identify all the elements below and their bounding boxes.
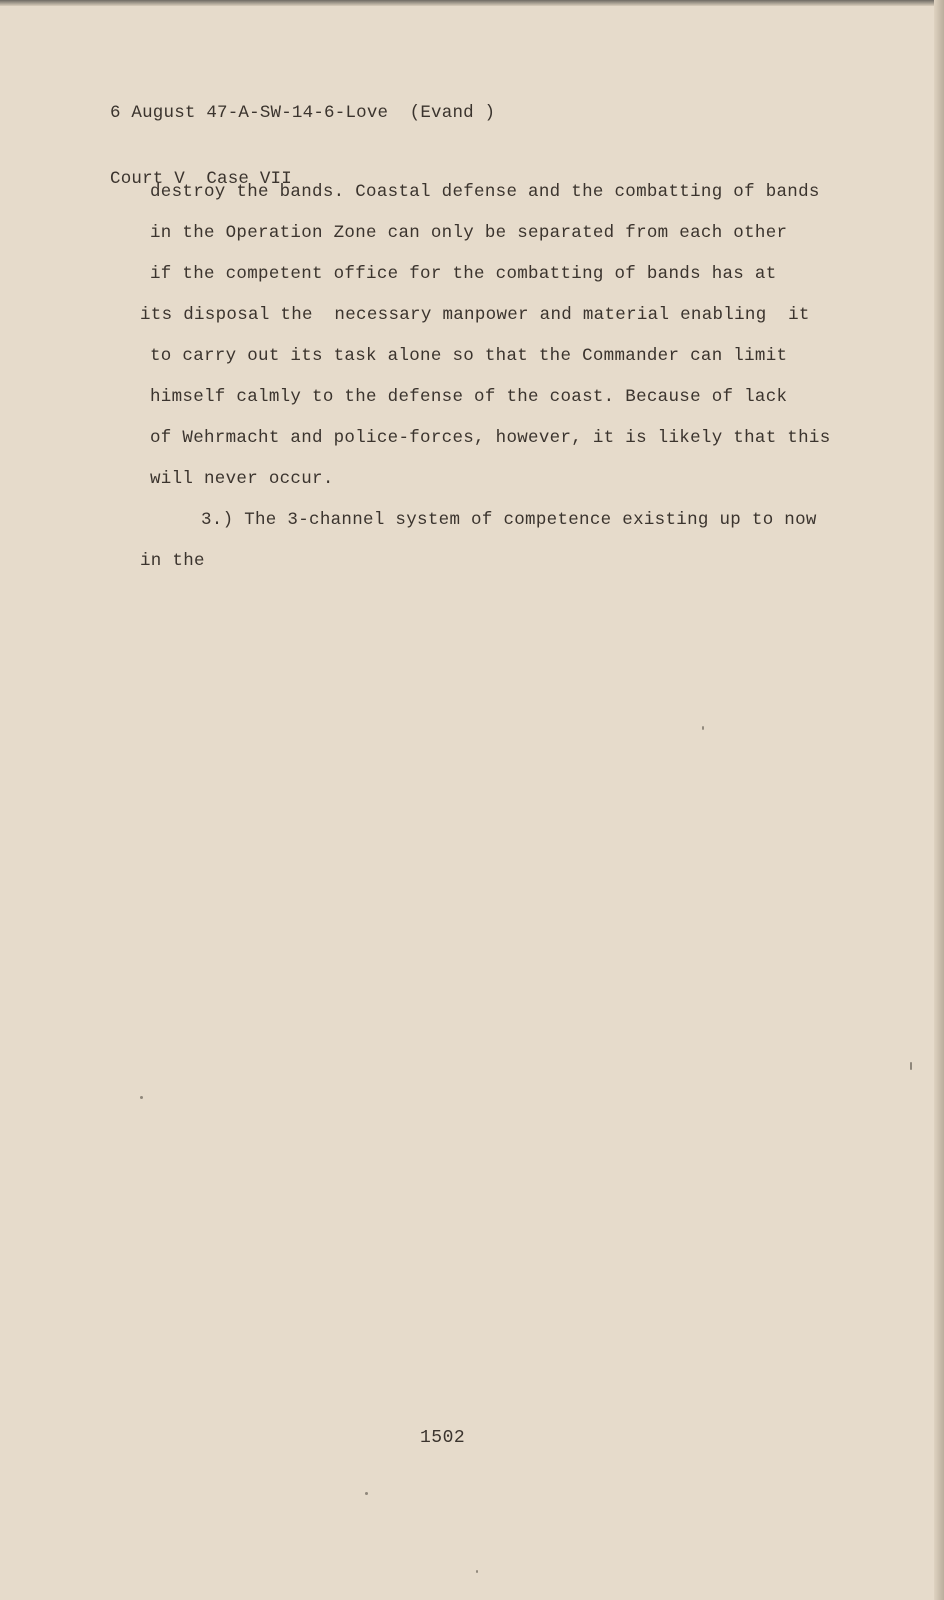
page-top-edge — [0, 0, 944, 6]
paper-speck — [365, 1492, 368, 1495]
body-line: destroy the bands. Coastal defense and the combatting of bands — [150, 182, 820, 202]
body-line: its disposal the necessary manpower and material enabling it — [140, 305, 810, 325]
paper-speck — [702, 726, 704, 730]
body-line: himself calmly to the defense of the coast. Because of lack — [150, 387, 788, 407]
page-number: 1502 — [420, 1428, 466, 1448]
page-right-edge — [934, 0, 944, 1600]
header-date-reference: 6 August 47-A-SW-14-6-Love (Evand ) — [110, 103, 496, 123]
paper-speck — [476, 1570, 478, 1573]
paper-speck — [140, 1096, 143, 1099]
document-header — [110, 58, 495, 234]
header-court-case: Court V Case VII — [110, 169, 292, 189]
paragraph-start-line: 3.) The 3-channel system of competence existing up to now — [201, 510, 817, 530]
body-line: in the — [140, 551, 205, 571]
body-line: will never occur. — [150, 469, 334, 489]
body-line: of Wehrmacht and police-forces, however, it is likely that this — [150, 428, 831, 448]
paper-speck — [910, 1062, 912, 1070]
body-line: to carry out its task alone so that the Commander can limit — [150, 346, 788, 366]
body-line: in the Operation Zone can only be separated from each other — [150, 223, 788, 243]
body-line: if the competent office for the combatting of bands has at — [150, 264, 777, 284]
